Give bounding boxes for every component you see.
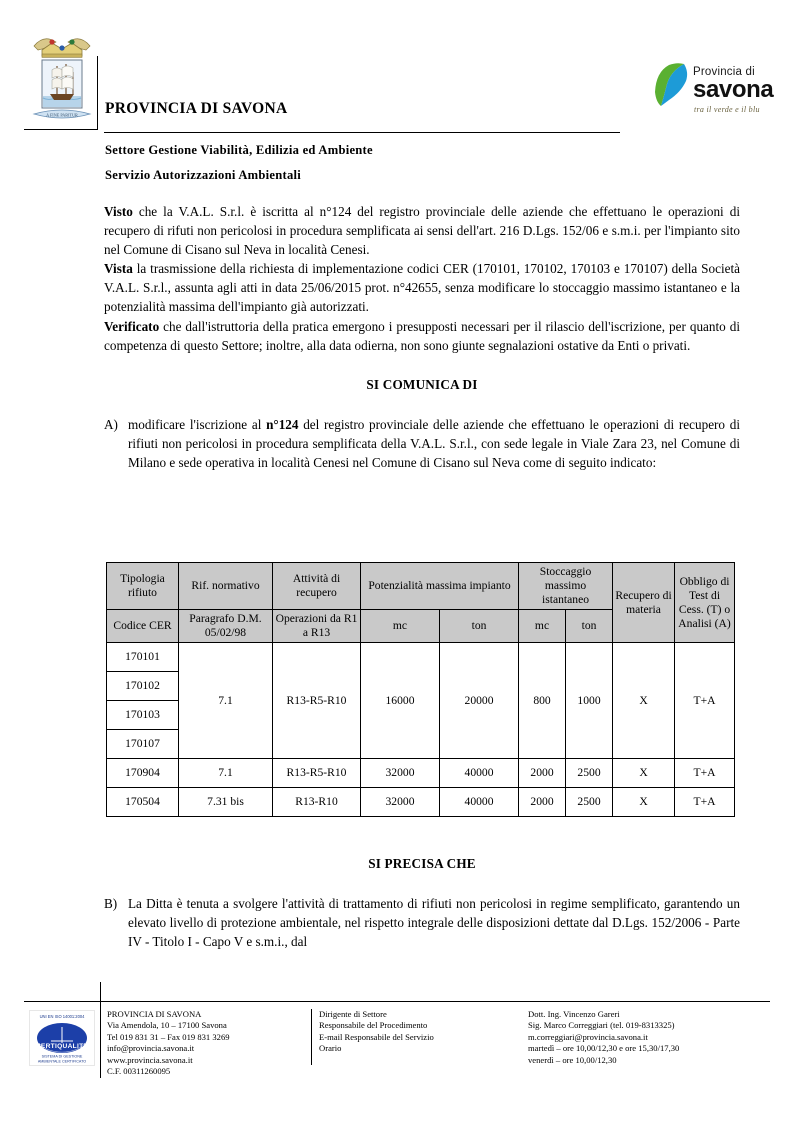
cell-codice-cer: 170107: [107, 730, 179, 759]
footer-fiscal-code: C.F. 00311260095: [107, 1066, 171, 1077]
paragraph-verificato: [104, 317, 740, 355]
th-stoc-ton: ton: [566, 610, 613, 643]
table-row: [107, 643, 735, 672]
service-line: Servizio Autorizzazioni Ambientali: [105, 168, 301, 182]
cell-codice-cer: 170101: [107, 643, 179, 672]
footer-email: info@provincia.savona.it: [107, 1043, 195, 1054]
table-row: [107, 759, 735, 788]
cell-codice-cer: 170904: [107, 759, 179, 788]
list-item-a-text-after: del registro provinciale delle aziende che effettuano le operazioni di recupero di rifiuti non pericolosi in procedura semplificata della V.A.L. S.r.l., con sede legale in Viale Zara 23, nel Comune di Milano e sede operativa in località Cenesi nel Comune di Cisano sul Neva come di seguito indicato:: [128, 416, 741, 470]
cer-table-body: [107, 643, 735, 817]
coat-of-arms-icon: [26, 28, 98, 128]
svg-text:A FINE PARITUR: A FINE PARITUR: [46, 112, 78, 118]
cer-table-wrapper: [106, 562, 731, 817]
list-item-b: [104, 894, 740, 951]
sector-line: Settore Gestione Viabilità, Edilizia ed Ambiente: [105, 143, 373, 157]
paragraph-vista: [104, 259, 740, 316]
provincia-savona-logo: [653, 58, 773, 120]
logo-tagline: tra il verde e il blu: [694, 105, 760, 114]
cell-recupero: X: [613, 788, 675, 817]
cell-stoc-ton: 2500: [566, 759, 613, 788]
footer-divider-1: [100, 982, 101, 1078]
logo-line-2: savona: [693, 76, 774, 103]
cell-obbligo: T+A: [675, 759, 735, 788]
cell-operazioni: R13-R5-R10: [273, 759, 361, 788]
footer-column-address: [107, 1009, 307, 1077]
cer-table-header-row-1: [107, 563, 735, 610]
footer-column-contacts: [528, 1009, 778, 1066]
th-recupero-di-materia: Recupero di materia: [613, 563, 675, 643]
cell-pot-ton: 40000: [440, 759, 519, 788]
cell-pot-mc: 32000: [361, 788, 440, 817]
footer-address: Via Amendola, 10 – 17100 Savona: [107, 1020, 227, 1031]
cell-operazioni: R13-R5-R10: [273, 643, 361, 759]
th-paragrafo-dm: Paragrafo D.M. 05/02/98: [179, 610, 273, 643]
footer-role-orario: Orario: [319, 1043, 342, 1054]
footer-separator-line: [24, 1001, 770, 1002]
cell-pot-ton: 20000: [440, 643, 519, 759]
header-vertical-divider: [97, 56, 98, 130]
paragraph-visto-text: che la V.A.L. S.r.l. è iscritta al n°124 del registro provinciale delle aziende che effettuano le operazioni di recupero di rifuti non pericolosi in procedura semplificata ai sensi dell'art. 216 D.Lgs. 152/06 e s.m.i. per l'impianto sito nel Comune di Cisano sul Neva in località Cenesi.: [104, 204, 740, 258]
th-obbligo-test-cess-analisi: Obbligo di Test di Cess. (T) o Analisi (A): [675, 563, 735, 643]
certiquality-logo-icon: [29, 1010, 95, 1066]
cell-pot-mc: 32000: [361, 759, 440, 788]
cell-stoc-ton: 1000: [566, 643, 613, 759]
th-operazioni-r1-r13: Operazioni da R1 a R13: [273, 610, 361, 643]
footer-role-email-responsabile: E-mail Responsabile del Servizio: [319, 1031, 434, 1042]
lead-vista: Vista: [104, 261, 133, 277]
svg-text:AMBIENTALE CERTIFICATO: AMBIENTALE CERTIFICATO: [37, 1059, 87, 1064]
paragraph-verificato-text: che dall'istruttoria della pratica emergono i presupposti necessari per il rilascio dell'iscrizione, per quanto di competenza di questo Settore; inoltre, alla data odierna, non sono giunte segnalazioni ostative da Enti o privati.: [104, 318, 740, 353]
footer-contact-responsabile: Sig. Marco Correggiari (tel. 019-8313325): [528, 1020, 675, 1031]
svg-text:SISTEMA DI GESTIONE: SISTEMA DI GESTIONE: [41, 1054, 83, 1059]
th-stoc-mc: mc: [519, 610, 566, 643]
footer-divider-2: [311, 1009, 312, 1065]
list-item-a-bold: n°124: [266, 416, 299, 432]
cer-table: [106, 562, 735, 817]
cell-pot-mc: 16000: [361, 643, 440, 759]
list-item-a-text-before: modificare l'iscrizione al: [128, 416, 267, 432]
header-horizontal-divider: [24, 129, 98, 130]
title-underline: [104, 132, 620, 133]
cell-codice-cer: 170504: [107, 788, 179, 817]
cell-recupero: X: [613, 643, 675, 759]
lead-visto: Visto: [104, 204, 133, 219]
cell-obbligo: T+A: [675, 788, 735, 817]
list-item-a-label: A): [104, 416, 118, 432]
th-pot-mc: mc: [361, 610, 440, 643]
list-item-b-text: La Ditta è tenuta a svolgere l'attività di trattamento di rifiuti non pericolosi in regime semplificato, garantendo un elevato livello di protezione ambientale, nel rispetto integrale delle disposizioni dettate dal D.Lgs. 152/2006 - Parte IV - Titolo I - Capo V e s.m.i., dal: [128, 896, 740, 950]
footer-org-name: PROVINCIA DI SAVONA: [107, 1009, 202, 1019]
cell-obbligo: T+A: [675, 643, 735, 759]
cell-recupero: X: [613, 759, 675, 788]
th-attivita-recupero: Attività di recupero: [273, 563, 361, 610]
cell-paragrafo: 7.1: [179, 759, 273, 788]
footer-website: www.provincia.savona.it: [107, 1054, 193, 1065]
document-header: [0, 0, 794, 200]
svg-text:UNI EN ISO 14001:2004: UNI EN ISO 14001:2004: [39, 1014, 85, 1019]
cell-paragrafo: 7.31 bis: [179, 788, 273, 817]
table-row: [107, 788, 735, 817]
paragraph-visto: [104, 202, 740, 259]
cell-codice-cer: 170102: [107, 672, 179, 701]
cell-pot-ton: 40000: [440, 788, 519, 817]
heading-si-precisa-che: SI PRECISA CHE: [368, 856, 476, 871]
footer-contact-dirigente: Dott. Ing. Vincenzo Gareri: [528, 1009, 620, 1019]
th-pot-ton: ton: [440, 610, 519, 643]
footer-orario-martedi: martedì – ore 10,00/12,30 e ore 15,30/17,30: [528, 1043, 680, 1054]
footer-contact-email: m.correggiari@provincia.savona.it: [528, 1031, 648, 1042]
list-item-a: [104, 415, 740, 472]
footer-role-responsabile: Responsabile del Procedimento: [319, 1020, 428, 1031]
heading-si-comunica-di: SI COMUNICA DI: [366, 376, 478, 392]
cell-stoc-mc: 2000: [519, 788, 566, 817]
th-stoccaggio-massimo-istantaneo: Stoccaggio massimo istantaneo: [519, 563, 613, 610]
logo-swoosh-icon: [653, 62, 691, 108]
svg-text:CERTIQUALITY: CERTIQUALITY: [35, 1043, 89, 1050]
footer-phone-fax: Tel 019 831 31 – Fax 019 831 3269: [107, 1031, 230, 1042]
cell-codice-cer: 170103: [107, 701, 179, 730]
th-rif-normativo: Rif. normativo: [179, 563, 273, 610]
list-item-b-label: B): [104, 896, 118, 911]
cell-stoc-ton: 2500: [566, 788, 613, 817]
document-body: [104, 202, 740, 472]
footer-column-roles: [319, 1009, 524, 1055]
page-title: PROVINCIA DI SAVONA: [105, 100, 288, 117]
cell-paragrafo: 7.1: [179, 643, 273, 759]
cell-stoc-mc: 800: [519, 643, 566, 759]
cer-table-head: [107, 563, 735, 643]
cell-operazioni: R13-R10: [273, 788, 361, 817]
paragraph-vista-text: la trasmissione della richiesta di implementazione codici CER (170101, 170102, 170103 e 170107) della Società V.A.L. S.r.l., assunta agli atti in data 25/06/2015 prot. n°42655, senza modificare lo stoccaggio massimo istantaneo e la potenzialità massima dell'impianto già autorizzati.: [104, 261, 740, 315]
footer-orario-venerdi: venerdì – ore 10,00/12,30: [528, 1054, 617, 1065]
th-tipologia-rifiuto: Tipologia rifiuto: [107, 563, 179, 610]
th-codice-cer: Codice CER: [107, 610, 179, 643]
page-title-block: [105, 100, 625, 118]
document-body-lower: [104, 856, 740, 951]
cell-stoc-mc: 2000: [519, 759, 566, 788]
th-potenzialita-massima-impianto: Potenzialità massima impianto: [361, 563, 519, 610]
logo-line-1: Provincia di: [693, 66, 755, 78]
lead-verificato: Verificato: [104, 318, 160, 334]
footer-role-dirigente: Dirigente di Settore: [319, 1009, 387, 1019]
